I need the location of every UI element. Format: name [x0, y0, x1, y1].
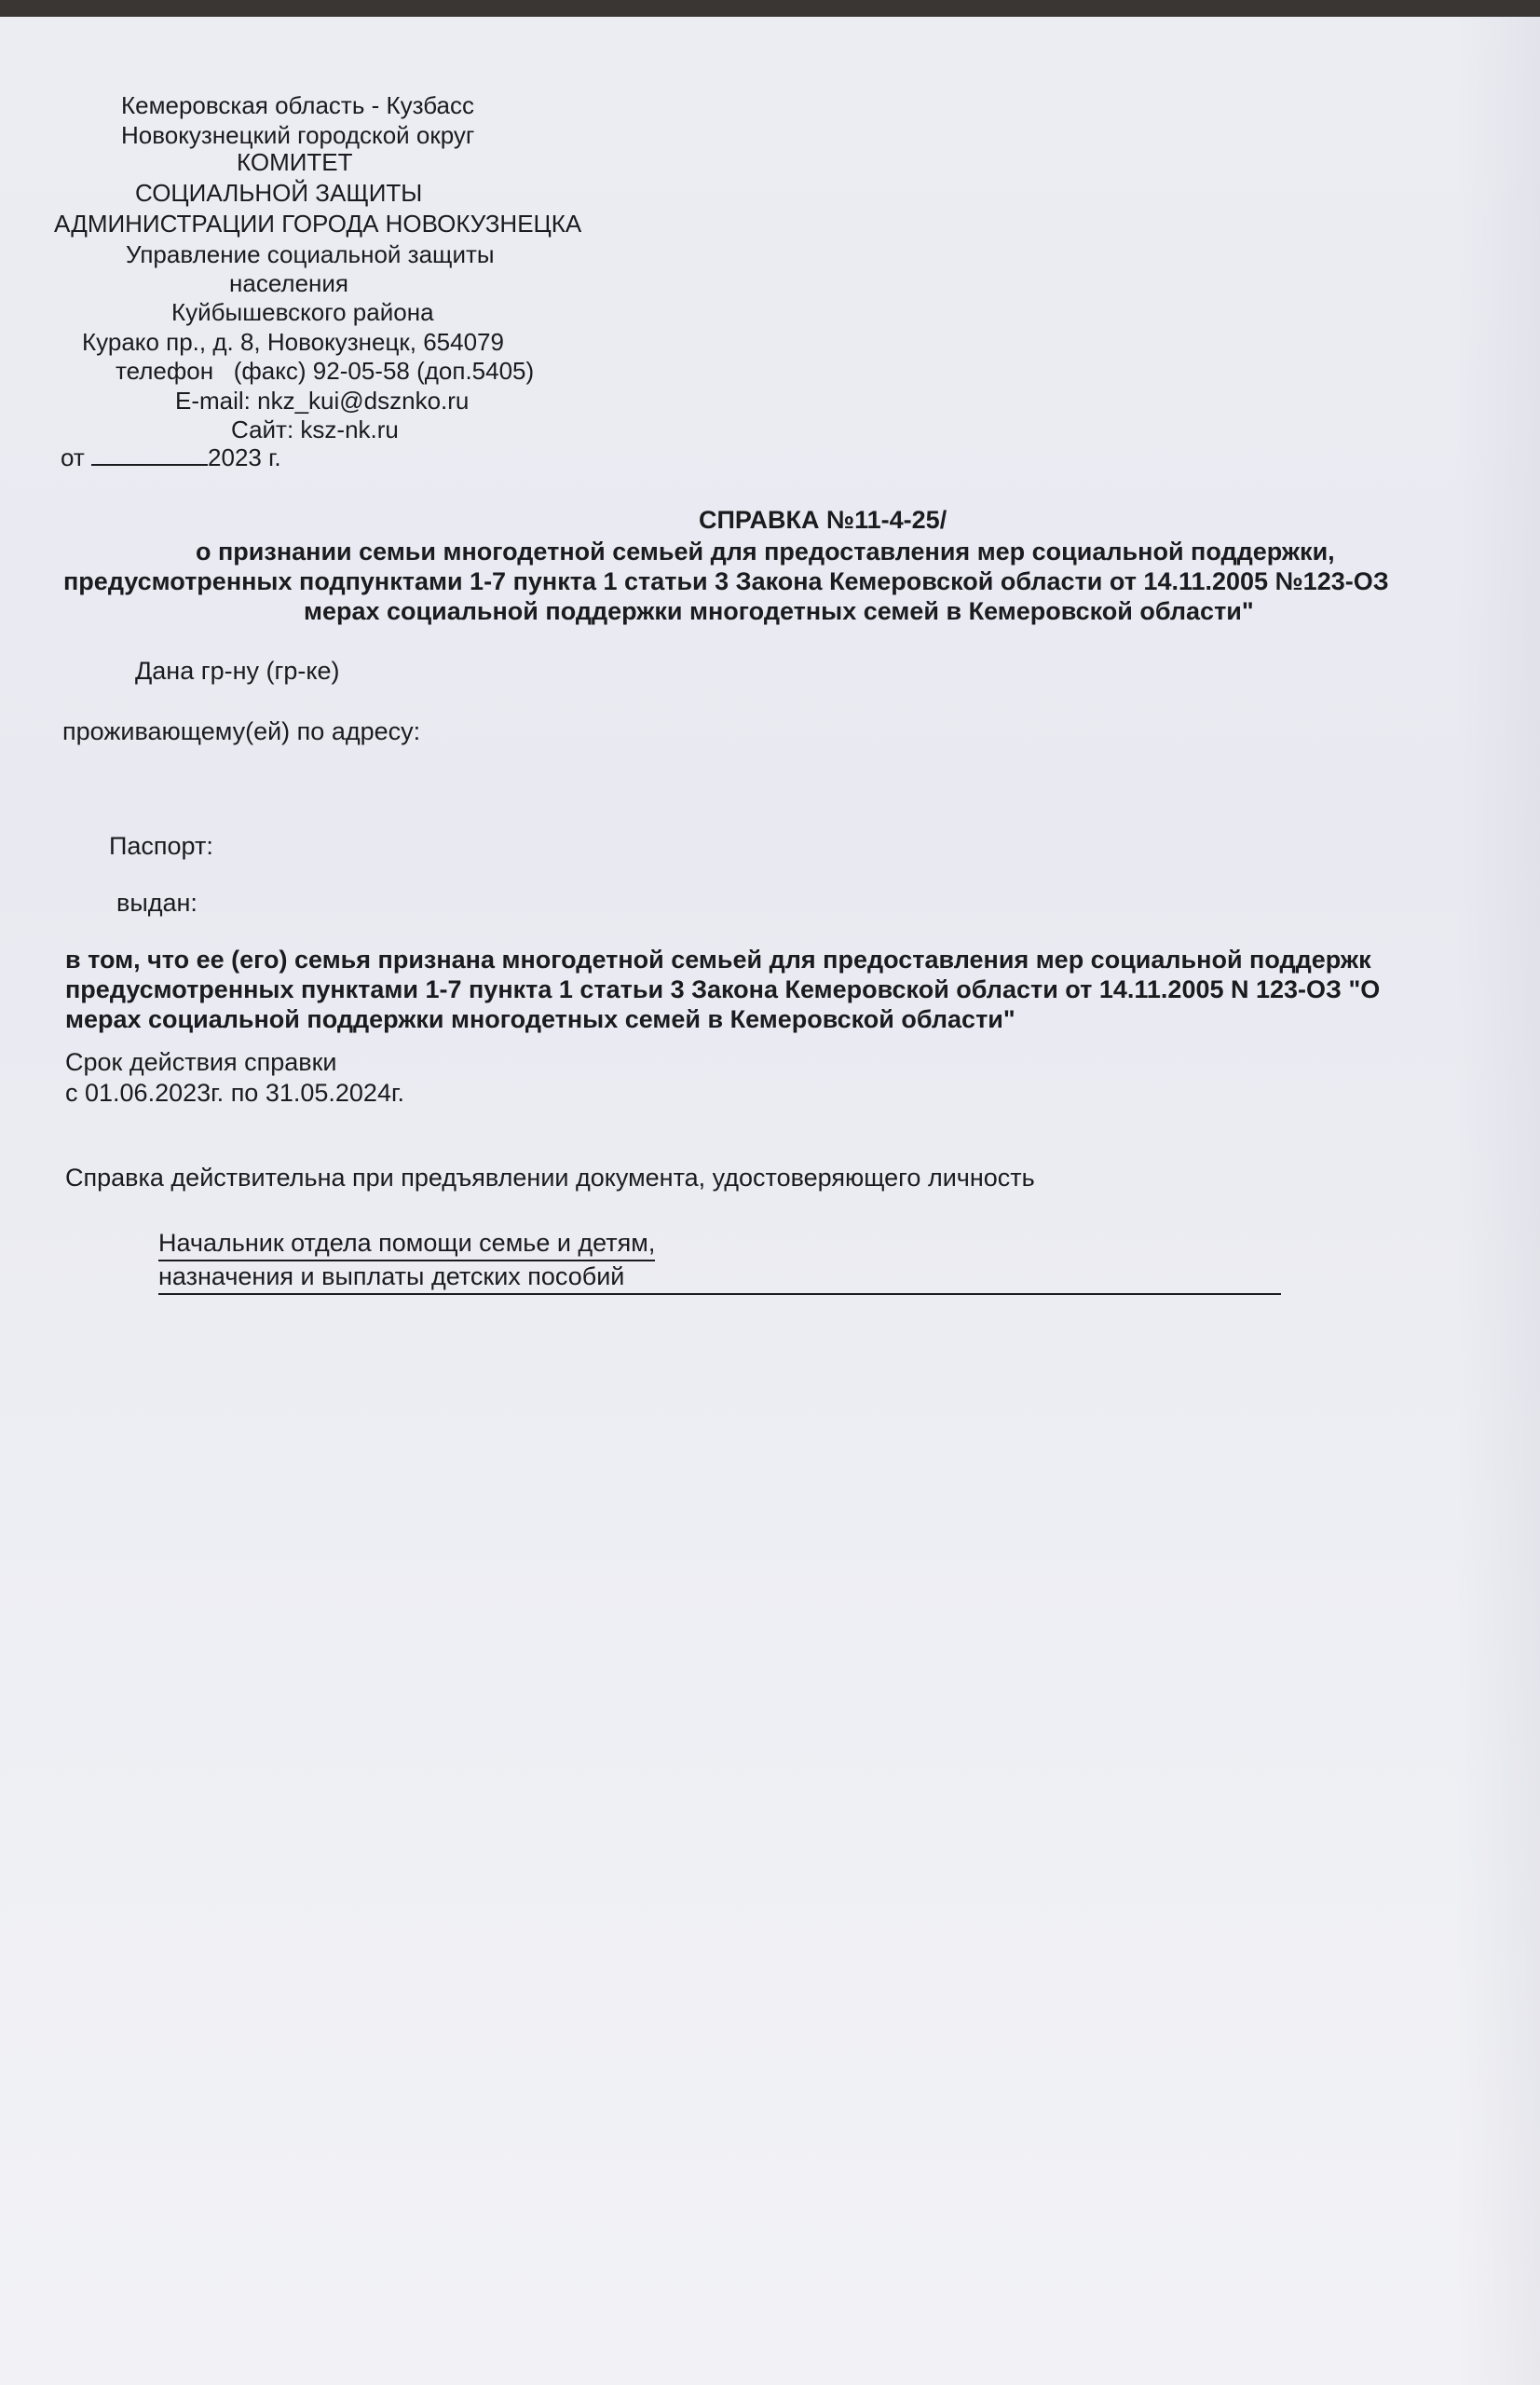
validity-label: Срок действия справки: [65, 1048, 337, 1076]
residing-label: проживающему(ей) по адресу:: [62, 717, 421, 745]
header-email: E-mail: nkz_kui@dsznko.ru: [175, 387, 470, 415]
header-region: Кемеровская область - Кузбасс: [121, 91, 474, 119]
title-line-3: мерах социальной поддержки многодетных семей в Кемеровской области": [304, 597, 1254, 625]
title-line-1: о признании семьи многодетной семьей для предоставления мер социальной поддержки,: [196, 538, 1335, 566]
certificate-number: СПРАВКА №11-4-25/: [699, 506, 947, 534]
issued-label: выдан:: [116, 889, 198, 917]
validity-period: с 01.06.2023г. по 31.05.2024г.: [65, 1079, 405, 1107]
header-address: Курако пр., д. 8, Новокузнецк, 654079: [82, 328, 504, 356]
header-department-2: населения: [229, 269, 349, 297]
header-department-3: Куйбышевского района: [171, 298, 434, 326]
header-district: Новокузнецкий городской округ: [121, 121, 475, 149]
date-blank: [91, 443, 208, 466]
date-prefix: от: [61, 443, 85, 471]
header-phone: телефон (факс) 92-05-58 (доп.5405): [116, 357, 535, 385]
header-committee-3: АДМИНИСТРАЦИИ ГОРОДА НОВОКУЗНЕЦКА: [54, 210, 582, 238]
statement-line-3: мерах социальной поддержки многодетных семей в Кемеровской области": [65, 1005, 1015, 1033]
statement-line-2: предусмотренных пунктами 1-7 пункта 1 статьи 3 Закона Кемеровской области от 14.11.2005 N 123-ОЗ "О: [65, 975, 1381, 1003]
header-date: [61, 443, 281, 471]
header-site: Сайт: ksz-nk.ru: [231, 416, 399, 443]
date-suffix: 2023 г.: [208, 443, 281, 471]
header-committee-1: КОМИТЕТ: [237, 148, 353, 176]
signatory-position-line-2: назначения и выплаты детских пособий: [158, 1261, 1281, 1295]
title-line-2: предусмотренных подпунктами 1-7 пункта 1 статьи 3 Закона Кемеровской области от 14.11.2005 №123-ОЗ: [63, 567, 1389, 595]
header-department-1: Управление социальной защиты: [126, 240, 495, 268]
header-committee-2: СОЦИАЛЬНОЙ ЗАЩИТЫ: [135, 179, 423, 207]
passport-label: Паспорт:: [109, 832, 213, 860]
statement-line-1: в том, что ее (его) семья признана многодетной семьей для предоставления мер социальной поддержк: [65, 946, 1371, 974]
signatory-position-line-1: Начальник отдела помощи семье и детям,: [158, 1228, 655, 1261]
document-page: [0, 17, 1540, 2385]
given-to-label: Дана гр-ну (гр-ке): [135, 657, 340, 685]
validity-note: Справка действительна при предъявлении документа, удостоверяющего личность: [65, 1164, 1035, 1192]
